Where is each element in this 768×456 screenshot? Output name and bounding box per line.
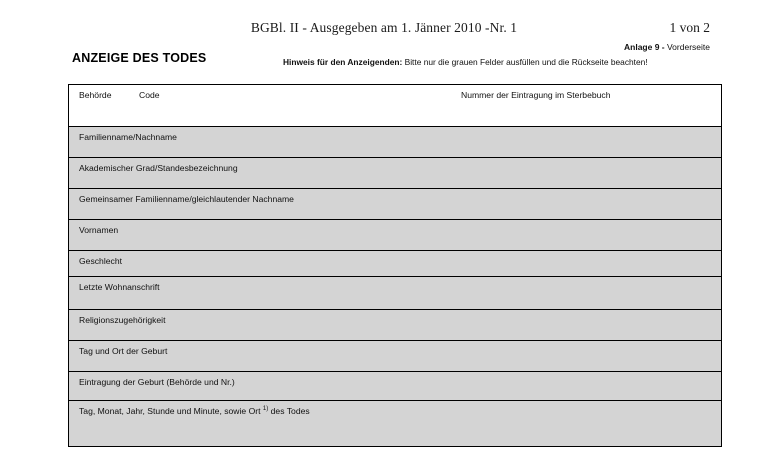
form-row-label: Gemeinsamer Familienname/gleichlautender Nachname	[79, 194, 294, 204]
form-row[interactable]	[69, 158, 721, 189]
form-row-label: Religionszugehörigkeit	[79, 315, 166, 325]
form-row-label: Eintragung der Geburt (Behörde und Nr.)	[79, 377, 235, 387]
form-row-label: Akademischer Grad/Standesbezeichnung	[79, 163, 238, 173]
hinweis-note	[283, 57, 648, 67]
form-row-label: Tag und Ort der Geburt	[79, 346, 168, 356]
form-row-label: Tag, Monat, Jahr, Stunde und Minute, sowie Ort $^{1)}$ des Todes	[79, 406, 310, 416]
form-row-label-right: Nummer der Eintragung im Sterbebuch	[461, 90, 611, 100]
form-row[interactable]	[69, 85, 721, 127]
anlage-rest-text: Vorderseite	[664, 42, 710, 52]
form-row[interactable]	[69, 401, 721, 446]
footnote-marker: 1)	[262, 406, 269, 413]
form-row-label: Geschlecht	[79, 256, 122, 266]
form-row[interactable]	[69, 251, 721, 277]
form-row-label: Familienname/Nachname	[79, 132, 177, 142]
anlage-label	[624, 42, 710, 52]
hinweis-bold-text: Hinweis für den Anzeigenden:	[283, 57, 403, 67]
form-row[interactable]	[69, 372, 721, 401]
form-row[interactable]	[69, 341, 721, 372]
page-title: ANZEIGE DES TODES	[72, 51, 207, 65]
anlage-bold-text: Anlage 9 -	[624, 42, 665, 52]
form-row[interactable]	[69, 277, 721, 310]
form-row[interactable]	[69, 310, 721, 341]
form-row[interactable]	[69, 127, 721, 158]
form-row-label: Behörde	[79, 90, 112, 100]
form-row-label: Letzte Wohnanschrift	[79, 282, 160, 292]
form-row-label: Vornamen	[79, 225, 119, 235]
hinweis-rest-text: Bitte nur die grauen Felder ausfüllen und die Rückseite beachten!	[402, 57, 648, 67]
form-row[interactable]	[69, 220, 721, 251]
page-number: 1 von 2	[669, 20, 710, 35]
form-table	[68, 84, 722, 447]
form-row[interactable]	[69, 189, 721, 220]
form-row-label-code: Code	[139, 90, 160, 100]
bgbl-header-line: BGBl. II - Ausgegeben am 1. Jänner 2010 -Nr. 1	[250, 20, 518, 35]
